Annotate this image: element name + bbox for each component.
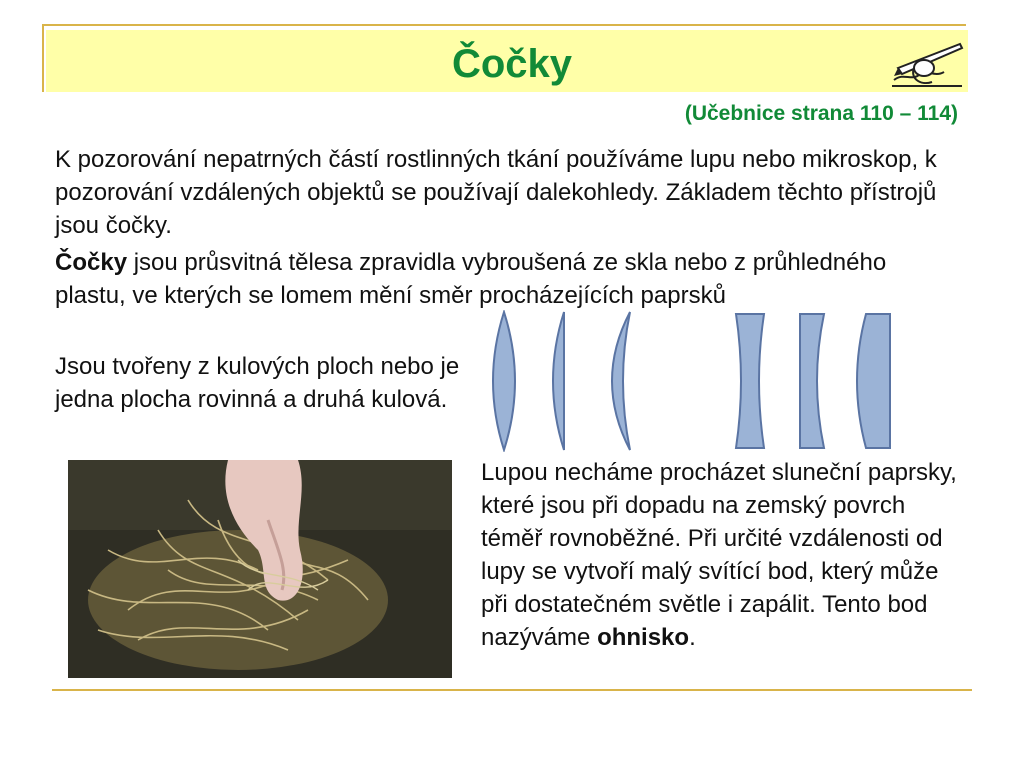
plano-concave-lens	[800, 314, 824, 448]
biconvex-lens	[493, 312, 515, 450]
hand-with-dry-grass	[68, 460, 452, 678]
header-top-rule	[42, 24, 966, 26]
textbook-reference: (Učebnice strana 110 – 114)	[684, 102, 958, 125]
lens-types-diagram	[484, 310, 904, 452]
slide-title: Čočky	[451, 42, 573, 86]
biconcave-lens	[736, 314, 764, 448]
surface-paragraph: Jsou tvořeny z kulových ploch nebo je jedna plocha rovinná a druhá kulová.	[55, 353, 460, 413]
definition-paragraph	[55, 246, 955, 312]
convex-meniscus-lens	[612, 312, 630, 450]
definition-term: Čočky	[55, 249, 128, 276]
focus-end: .	[689, 624, 696, 651]
intro-paragraph: K pozorování nepatrných částí rostlinných tkání používáme lupu nebo mikroskop, k pozorování vzdálených objektů se používají dalekohledy. Základem těchto přístrojů jsou čočky.	[55, 146, 937, 239]
focus-text: Lupou necháme procházet sluneční paprsky, které jsou při dopadu na zemský povrch téměř rovnoběžné. Při určité vzdálenosti od lupy se vytvoří malý svítící bod, který může při dostatečném světle i zapálit. Tento bod nazýváme	[481, 459, 957, 651]
focus-term: ohnisko	[597, 624, 690, 651]
pen-writing-icon	[890, 38, 964, 90]
plano-convex-lens	[553, 312, 564, 450]
footer-rule	[52, 689, 972, 691]
focus-paragraph	[481, 456, 961, 654]
concave-meniscus-lens	[857, 314, 890, 448]
definition-text: jsou průsvitná tělesa zpravidla vybroušená ze skla nebo z průhledného plastu, ve kterých se lomem mění směr procházejících paprsků	[55, 249, 887, 309]
